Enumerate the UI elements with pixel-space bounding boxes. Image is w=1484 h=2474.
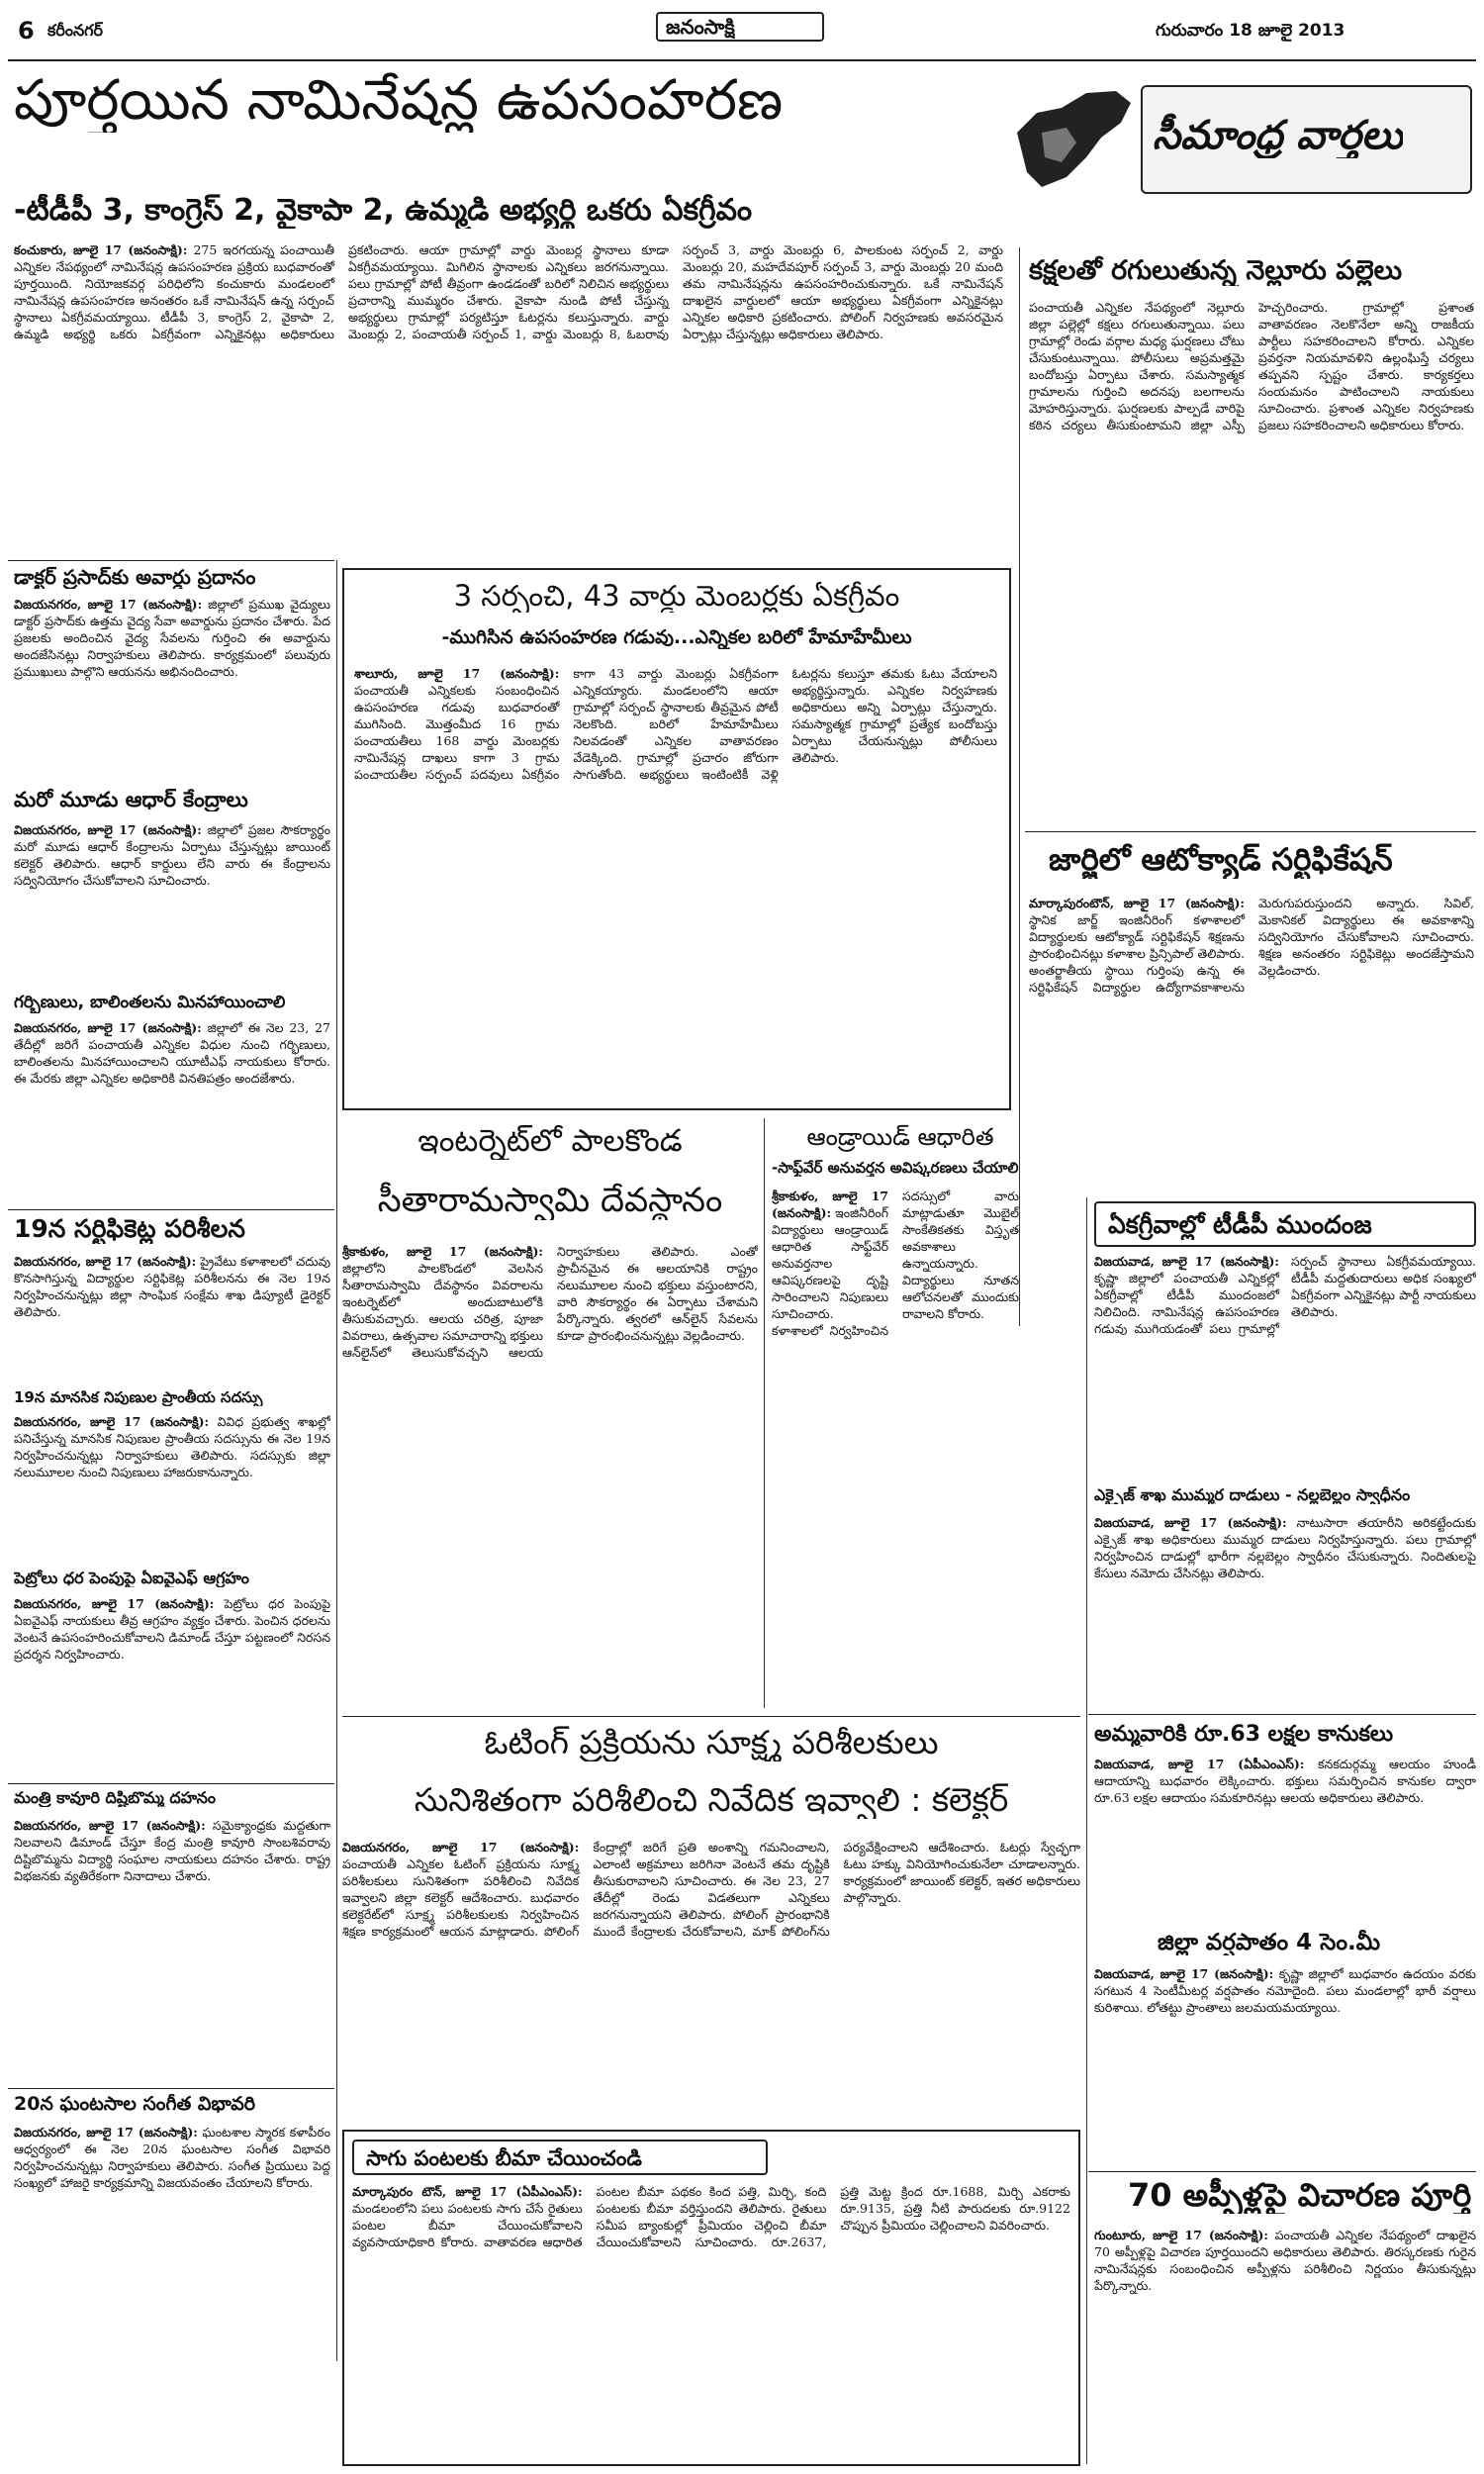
- rain-body: [1094, 1965, 1476, 2163]
- android-subhead: -సాఫ్ట్‌వేర్ అనువర్తన అవిష్కరణలు చేయాలి: [772, 1160, 1019, 1177]
- voting-body: [342, 1839, 1080, 2126]
- android-text: ఇంజినీరింగ్ విద్యార్థులు ఆండ్రాయిడ్ ఆధారిత సాఫ్ట్‌వేర్ అనువర్తనాల ఆవిష్కరణలపై దృష్టి సారించాలని నిపుణులు సూచించారు. కళాశాలలో నిర్వహించిన సదస్సులో వారు మాట్లాడుతూ మొబైల్ సాంకేతికతకు విస్తృత అవకాశాలు ఉన్నాయన్నారు. విద్యార్థులు నూతన ఆలోచనలతో ముందుకు రావాలని కోరారు.: [772, 1189, 1019, 1338]
- george-text: స్థానిక జార్జ్ ఇంజినీరింగ్ కళాశాలలో విద్యార్థులకు ఆటోక్యాడ్ సర్టిఫికేషన్ శిక్షణను ప్రారంభించినట్లు కళాశాల ప్రిన్సిపాల్ తెలిపారు. అంతర్జాతీయ స్థాయి గుర్తింపు ఉన్న ఈ సర్టిఫికేషన్ విద్యార్థుల ఉద్యోగావకాశాలను మెరుగుపరుస్తుందని అన్నారు. సివిల్, మెకానికల్ విద్యార్థులు ఈ అవకాశాన్ని సద్వినియోగం చేసుకోవాలని సూచించారు. శిక్షణ అనంతరం సర్టిఫికెట్లు అందజేస్తామని వెల్లడించారు.: [1029, 896, 1474, 995]
- certificates-dateline: విజయనగరం, జూలై 17 (జనంసాక్షి):: [14, 1254, 197, 1269]
- appeals-body: [1094, 2227, 1476, 2460]
- petrol-body: [14, 1595, 330, 1781]
- rain-text: కృష్ణా జిల్లాలో బుధవారం ఉదయం వరకు సగటున 4 సెంటీమీటర్ల వర్షపాతం నమోదైంది. పలు మండలాల్లో భారీ వర్షాలు కురిశాయి. లోతట్టు ప్రాంతాలు జలమయమయ్యాయి.: [1094, 1966, 1476, 2015]
- pregnant-text: జిల్లాలో ఈ నెల 23, 27 తేదీల్లో జరిగే పంచాయతీ ఎన్నికల విధుల నుంచి గర్భిణులు, బాలింతలను మినహాయించాలని యూటీఎఫ్ నాయకులు కోరారు. ఈ మేరకు జిల్లా ఎన్నికల అధికారికి వినతిపత్రం అందజేశారు.: [14, 1020, 330, 1086]
- voting-headline-2: సునిశితంగా పరిశీలించి నివేదిక ఇవ్వాలి : కలెక్టర్: [414, 1781, 1009, 1819]
- voting-dateline: విజయనగరం, జూలై 17 (జనంసాక్షి):: [342, 1840, 580, 1855]
- excise-body: [1094, 1514, 1476, 1708]
- pregnant-headline: గర్భిణులు, బాలింతలను మినహాయించాలి: [14, 994, 286, 1012]
- column-rule: [1086, 1197, 1087, 2464]
- excise-headline: ఎక్సైజ్ శాఖ ముమ్మర దాడులు - నల్లబెల్లం స్వాధీనం: [1094, 1486, 1411, 1504]
- george-dateline: మార్కాపురంటౌన్, జూలై 17 (జనంసాక్షి):: [1029, 896, 1245, 910]
- voting-text: పంచాయతీ ఎన్నికల ఓటింగ్ ప్రక్రియను సూక్ష్మ పరిశీలకులు సునిశితంగా పరిశీలించి నివేదిక ఇవ్వాలని జిల్లా కలెక్టర్ ఆదేశించారు. బుధవారం కలెక్టరేట్‌లో సూక్ష్మ పరిశీలకులకు నిర్వహించిన శిక్షణ కార్యక్రమంలో ఆయన మాట్లాడారు. పోలింగ్ కేంద్రాల్లో జరిగే ప్రతి అంశాన్ని గమనించాలని, ఎలాంటి అక్రమాలు జరిగినా వెంటనే తమ దృష్టికి తీసుకురావాలని సూచించారు. ఈ నెల 23, 27 తేదీల్లో రెండు విడతలుగా ఎన్నికలు జరగనున్నాయని తెలిపారు. పోలింగ్ ప్రారంభానికి ముందే కేంద్రాలకు చేరుకోవాలని, మాక్ పోలింగ్‌ను పర్యవేక్షించాలని ఆదేశించారు. ఓటర్లు స్వేచ్ఛగా ఓటు హక్కు వినియోగించుకునేలా చూడాలన్నారు. కార్యక్రమంలో జాయింట్ కలెక్టర్, ఇతర అధికారులు పాల్గొన్నారు.: [342, 1840, 1080, 1939]
- unanimous-box: [342, 568, 1011, 1110]
- nellore-text: పంచాయతీ ఎన్నికల నేపథ్యంలో నెల్లూరు జిల్లా పల్లెల్లో కక్షలు రగులుతున్నాయి. పలు గ్రామాల్లో రెండు వర్గాల మధ్య ఘర్షణలు చోటు చేసుకుంటున్నాయి. పోలీసులు అప్రమత్తమై బందోబస్తు ఏర్పాటు చేశారు. సమస్యాత్మక గ్రామాలను గుర్తించి అదనపు బలగాలను మోహరిస్తున్నారు. ఘర్షణలకు పాల్పడే వారిపై కఠిన చర్యలు తీసుకుంటామని జిల్లా ఎస్పీ హెచ్చరించారు. గ్రామాల్లో ప్రశాంత వాతావరణం నెలకొనేలా అన్ని రాజకీయ పార్టీలు సహకరించాలని కోరారు. ఎన్నికల ప్రవర్తనా నియమావళిని ఉల్లంఘిస్తే చర్యలు తప్పవని స్పష్టం చేశారు. కార్యకర్తలు సంయమనం పాటించాలని నాయకులు సూచించారు. ప్రశాంత ఎన్నికల నిర్వహణకు ప్రజలు సహకరించాలని అధికారులు కోరారు.: [1029, 300, 1474, 432]
- aadhaar-headline: మరో మూడు ఆధార్ కేంద్రాలు: [14, 788, 248, 811]
- doctor-text: జిల్లాలో ప్రముఖ వైద్యులు డాక్టర్ ప్రసాద్‌కు ఉత్తమ వైద్య సేవా అవార్డును ప్రదానం చేశారు. పేద ప్రజలకు అందించిన వైద్య సేవలను గుర్తించి ఈ అవార్డును అందజేసినట్లు నిర్వాహకులు తెలిపారు. కార్యక్రమంలో పలువురు ప్రముఖులు పాల్గొని ఆయనను అభినందించారు.: [14, 597, 330, 679]
- insurance-box: [342, 2130, 1080, 2466]
- george-body: [1029, 895, 1474, 1188]
- page-number: 6: [18, 18, 35, 45]
- temple-dateline: శ్రీకాకుళం, జూలై 17 (జనంసాక్షి):: [342, 1244, 543, 1259]
- petrol-headline: పెట్రోలు ధర పెంపుపై ఏఐవైఎఫ్ ఆగ్రహం: [14, 1570, 249, 1587]
- section-rule: [1025, 831, 1476, 832]
- psych-headline: 19న మానసిక నిపుణుల ప్రాంతీయ సదస్సు: [14, 1389, 263, 1406]
- section-rule: [8, 560, 334, 561]
- nellore-body: [1029, 299, 1474, 821]
- masthead-logo: [656, 12, 824, 42]
- george-headline: జార్జిలో ఆటోక్యాడ్ సర్టిఫికేషన్: [1049, 843, 1393, 878]
- tdp-lead-box: [1094, 1201, 1476, 1247]
- effigy-body: [14, 1817, 330, 2084]
- psych-dateline: విజయనగరం, జూలై 17 (జనంసాక్షి):: [14, 1414, 210, 1429]
- section-rule: [8, 2088, 334, 2089]
- petrol-text: పెట్రోలు ధర పెంపుపై ఏఐవైఎఫ్ నాయకులు తీవ్ర ఆగ్రహం వ్యక్తం చేశారు. పెంచిన ధరలను వెంటనే ఉపసంహరించుకోవాలని డిమాండ్ చేస్తూ పట్టణంలో నిరసన ప్రదర్శన నిర్వహించారు.: [14, 1596, 330, 1662]
- banner-title-box: [1141, 85, 1472, 194]
- android-body: [772, 1188, 1019, 1708]
- android-dateline: శ్రీకాకుళం, జూలై 17 (జనంసాక్షి):: [772, 1189, 888, 1220]
- section-name: కరీంనగర్: [47, 22, 104, 40]
- section-rule: [1088, 1714, 1476, 1715]
- issue-date: గురువారం 18 జూలై 2013: [1156, 22, 1345, 41]
- effigy-text: సమైక్యాంధ్రకు మద్దతుగా నిలవాలని డిమాండ్ చేస్తూ కేంద్ర మంత్రి కావూరి సాంబశివరావు దిష్టిబొమ్మను విద్యార్థి సంఘాల నాయకులు దహనం చేశారు. రాష్ట్ర విభజనకు వ్యతిరేకంగా నినాదాలు చేశారు.: [14, 1818, 330, 1883]
- excise-text: నాటుసారా తయారీని అరికట్టేందుకు ఎక్సైజ్ శాఖ అధికారులు ముమ్మర దాడులు నిర్వహిస్తున్నారు. పలు గ్రామాల్లో నిర్వహించిన దాడుల్లో భారీగా నల్లబెల్లం స్వాధీనం చేసుకున్నారు. నిందితులపై కేసులు నమోదు చేసినట్లు తెలిపారు.: [1094, 1515, 1476, 1580]
- appeals-headline: 70 అప్పీళ్లపై విచారణ పూర్తి: [1128, 2177, 1472, 2214]
- tdp-lead-dateline: విజయవాడ, జూలై 17 (జనంసాక్షి):: [1094, 1254, 1279, 1269]
- ghantasala-text: ఘంటశాల స్మారక కళాపీఠం ఆధ్వర్యంలో ఈ నెల 20న ఘంటసాల సంగీత విభావరి నిర్వహించనున్నట్లు నిర్వాహకులు తెలిపారు. సంగీత ప్రియులు పెద్ద సంఖ్యలో హాజరై కార్యక్రమాన్ని విజయవంతం చేయాలని కోరారు.: [14, 2125, 330, 2190]
- petrol-dateline: విజయనగరం, జూలై 17 (జనంసాక్షి):: [14, 1596, 215, 1611]
- insurance-headline-box: [352, 2140, 768, 2175]
- tdp-lead-headline: ఏకగ్రీవాల్లో టీడీపీ ముందంజ: [1108, 1211, 1372, 1239]
- excise-dateline: విజయవాడ, జూలై 17 (జనంసాక్షి):: [1094, 1515, 1287, 1530]
- ammavari-text: కనకదుర్గమ్మ ఆలయం హుండీ ఆదాయాన్ని బుధవారం లెక్కించారు. భక్తులు సమర్పించిన కానుకల ద్వారా రూ.63 లక్షల ఆదాయం సమకూరినట్లు ఆలయ అధికారులు తెలిపారు.: [1094, 1757, 1476, 1805]
- unanimous-headline: 3 సర్పంచి, 43 వార్డు మెంబర్లకు ఏకగ్రీవం: [453, 580, 900, 613]
- pregnant-dateline: విజయనగరం, జూలై 17 (జనంసాక్షి):: [14, 1020, 202, 1035]
- banner-title: సీమాంధ్ర వార్తలు: [1153, 113, 1404, 158]
- effigy-dateline: విజయనగరం, జూలై 17 (జనంసాక్షి):: [14, 1818, 206, 1833]
- column-rule: [764, 1118, 765, 1708]
- unanimous-subhead: -ముగిసిన ఉపసంహరణ గడువు...ఎన్నికల బరిలో హేమాహేమీలు: [441, 627, 912, 648]
- ghantasala-headline: 20న ఘంటసాల సంగీత విభావరి: [14, 2094, 255, 2115]
- temple-headline-1: ఇంటర్నెట్‌లో పాలకొండ: [417, 1124, 683, 1159]
- aadhaar-body: [14, 821, 330, 984]
- insurance-dateline: మార్కాపురం టౌన్, జూలై 17 (ఏపీఎంఎస్):: [352, 2184, 583, 2199]
- lead-text: 275 ఇరగయన్న పంచాయితీ ఎన్నికల నేపథ్యంలో నామినేషన్ల ఉపసంహరణ ప్రక్రియ బుధవారంతో పూర్తయింది. నియోజకవర్గ పరిధిలోని కంచుకారు మండలంలో నామినేషన్ల ఉపసంహరణ అనంతరం ఒకే నామినేషన్ ఉన్న సర్పంచ్ స్థానాలు ఏకగ్రీవమయ్యాయి. టీడీపీ 3, కాంగ్రెస్ 2, వైకాపా 2, ఉమ్మడి అభ్యర్థి ఒకరు ఏకగ్రీవంగా ఎన్నికైనట్లు అధికారులు ప్రకటించారు. ఆయా గ్రామాల్లో వార్డు మెంబర్ల స్థానాలు కూడా ఏకగ్రీవమయ్యాయి. మిగిలిన స్థానాలకు ఎన్నికలు జరగనున్నాయి. పలు గ్రామాల్లో పోటీ తీవ్రంగా ఉండడంతో బరిలో నిలిచిన అభ్యర్థులు ప్రచారాన్ని ముమ్మరం చేశారు. వైకాపా నుండి పోటీ చేస్తున్న అభ్యర్థులు గ్రామాల్లో పర్యటిస్తూ ఓటర్లను కలుస్తున్నారు. వార్డు మెంబర్లు 2, పంచాయతీ సర్పంచ్ 1, వార్డు మెంబర్లు 8, ఓబరావు సర్పంచ్ 3, వార్డు మెంబర్లు 6, పాలకుంట సర్పంచ్ 2, వార్డు మెంబర్లు 20, మహదేవపూర్ సర్పంచ్ 3, వార్డు మెంబర్లు 20 మంది తమ నామినేషన్లను ఉపసంహరించుకున్నారు. ఒకే నామినేషన్ దాఖలైన వార్డులలో ఆయా అభ్యర్థులు ఏకగ్రీవంగా ఎన్నికైనట్లు ఎన్నికల అధికారి ప్రకటించారు. పోలింగ్ నిర్వహణకు అవసరమైన ఏర్పాట్లు చేస్తున్నట్లు అధికారులు తెలిపారు.: [14, 242, 1003, 341]
- column-rule: [336, 560, 337, 2361]
- tdp-lead-body: [1094, 1253, 1476, 1480]
- certificates-headline: 19న సర్టిఫికెట్ల పరిశీలన: [14, 1215, 245, 1243]
- lead-dateline: కంచుకారు, జూలై 17 (జనంసాక్షి):: [14, 242, 188, 257]
- aadhaar-text: జిల్లాలో ప్రజల సౌకర్యార్థం మరో మూడు ఆధార్ కేంద్రాలను ఏర్పాటు చేస్తున్నట్లు జాయింట్ కలెక్టర్ తెలిపారు. ఆధార్ కార్డులు లేని వారు ఈ కేంద్రాలను సద్వినియోగం చేసుకోవాలని సూచించారు.: [14, 822, 330, 888]
- tdp-lead-text: కృష్ణా జిల్లాలో పంచాయతీ ఎన్నికల్లో ఏకగ్రీవాల్లో టీడీపీ ముందంజలో నిలిచింది. నామినేషన్ల ఉపసంహరణ గడువు ముగియడంతో పలు గ్రామాల్లో సర్పంచ్ స్థానాలు ఏకగ్రీవమయ్యాయి. టీడీపీ మద్దతుదారులు అధిక సంఖ్యలో ఏకగ్రీవంగా ఎన్నికైనట్లు పార్టీ నాయకులు తెలిపారు.: [1094, 1254, 1476, 1336]
- unanimous-dateline: శాలూరు, జూలై 17 (జనంసాక్షి):: [354, 666, 560, 681]
- voting-headline-1: ఓటింగ్ ప్రక్రియను సూక్ష్మ పరిశీలకులు: [484, 1724, 939, 1761]
- insurance-headline: సాగు పంటలకు బీమా చేయించండి: [366, 2146, 642, 2170]
- doctor-body: [14, 596, 330, 782]
- ghantasala-body: [14, 2124, 330, 2322]
- lead-body: [14, 241, 1003, 558]
- lead-headline: పూర్తయిన నామినేషన్ల ఉపసంహరణ: [14, 69, 784, 133]
- ghantasala-dateline: విజయనగరం, జూలై 17 (జనంసాక్షి):: [14, 2125, 198, 2140]
- insurance-text: మండలంలోని పలు పంటలకు సాగు చేసే రైతులు పంటల బీమా చేయించుకోవాలని వ్యవసాయాధికారి కోరారు. వాతావరణ ఆధారిత పంటల బీమా పథకం కింద పత్తి, మిర్చి, కంది పంటలకు బీమా వర్తిస్తుందని తెలిపారు. రైతులు సమీప బ్యాంకుల్లో ప్రీమియం చెల్లించి బీమా చేయించుకోవాలని సూచించారు. రూ.2637, ప్రత్తి మెట్ట క్రింద రూ.1688, మిర్చి ఎకరాకు రూ.9135, ప్రత్తి నీటి పారుదలకు రూ.9122 చొప్పున ప్రీమియం చెల్లించాలని వివరించారు.: [352, 2184, 1070, 2249]
- masthead-text: జనంసాక్షి: [666, 16, 735, 39]
- seemandhra-banner: [1007, 75, 1476, 214]
- effigy-headline: మంత్రి కావూరి దిష్టిబొమ్మ దహనం: [14, 1789, 216, 1807]
- rain-dateline: విజయవాడ, జూలై 17 (జనంసాక్షి):: [1094, 1966, 1274, 1981]
- page-header: [8, 6, 1476, 57]
- rain-headline: జిల్లా వర్షపాతం 4 సెం.మీ: [1158, 1930, 1381, 1955]
- nellore-headline: కక్షలతో రగులుతున్న నెల్లూరు పల్లెలు: [1029, 255, 1403, 286]
- section-rule: [8, 1209, 334, 1210]
- header-rule: [8, 59, 1476, 61]
- unanimous-body: [354, 665, 997, 1100]
- aadhaar-dateline: విజయనగరం, జూలై 17 (జనంసాక్షి):: [14, 822, 202, 837]
- doctor-dateline: విజయనగరం, జూలై 17 (జనంసాక్షి):: [14, 597, 203, 612]
- psych-text: వివిధ ప్రభుత్వ శాఖల్లో పనిచేస్తున్న మానసిక నిపుణుల ప్రాంతీయ సదస్సును ఈ నెల 19న నిర్వహించనున్నట్లు నిర్వాహకులు తెలిపారు. సదస్సుకు జిల్లా నలుమూలల నుంచి నిపుణులు హాజరుకానున్నారు.: [14, 1414, 330, 1479]
- pregnant-body: [14, 1019, 330, 1205]
- section-rule: [1088, 2171, 1476, 2172]
- appeals-dateline: గుంటూరు, జూలై 17 (జనంసాక్షి):: [1094, 2228, 1268, 2242]
- psych-body: [14, 1413, 330, 1562]
- insurance-body: [352, 2183, 1070, 2460]
- section-rule: [342, 1716, 1080, 1717]
- certificates-text: ప్రైవేటు కళాశాలలో చదువు కొనసాగిస్తున్న విద్యార్థుల సర్టిఫికెట్ల పరిశీలనను ఈ నెల 19న నిర్వహించనున్నట్లు జిల్లా సాంఘిక సంక్షేమ శాఖ డిప్యూటీ డైరెక్టర్ తెలిపారు.: [14, 1254, 330, 1319]
- ammavari-dateline: విజయవాడ, జూలై 17 (ఏపీఎంఎస్):: [1094, 1757, 1305, 1771]
- temple-body: [342, 1243, 758, 1708]
- doctor-headline: డాక్టర్ ప్రసాద్‌కు అవార్డు ప్రదానం: [14, 566, 256, 589]
- temple-headline-2: సీతారామస్వామి దేవస్థానం: [377, 1182, 723, 1220]
- temple-text: జిల్లాలోని పాలకొండలో వెలసిన సీతారామస్వామి దేవస్థానం వివరాలను ఇంటర్నెట్‌లో అందుబాటులోకి తీసుకువచ్చారు. ఆలయ చరిత్ర, పూజా వివరాలు, ఉత్సవాల సమాచారాన్ని భక్తులు ఆన్‌లైన్‌లో తెలుసుకోవచ్చని ఆలయ నిర్వాహకులు తెలిపారు. ఎంతో ప్రాచీనమైన ఈ ఆలయానికి రాష్ట్రం నలుమూలల నుంచి భక్తులు వస్తుంటారని, వారి సౌకర్యార్థం ఈ ఏర్పాటు చేశామని పేర్కొన్నారు. త్వరలో ఆన్‌లైన్ సేవలను కూడా ప్రారంభించనున్నట్లు వెల్లడించారు.: [342, 1244, 758, 1360]
- android-headline: ఆండ్రాయిడ్ ఆధారిత: [806, 1124, 994, 1151]
- section-rule: [8, 1783, 334, 1784]
- certificates-body: [14, 1253, 330, 1381]
- lead-subhead: -టీడీపీ 3, కాంగ్రెస్ 2, వైకాపా 2, ఉమ్మడి అభ్యర్థి ఒకరు ఏకగ్రీవం: [14, 194, 753, 228]
- ammavari-body: [1094, 1756, 1476, 1930]
- appeals-text: పంచాయతీ ఎన్నికల నేపథ్యంలో దాఖలైన 70 అప్పీళ్లపై విచారణ పూర్తయిందని అధికారులు తెలిపారు. తిరస్కరణకు గురైన నామినేషన్లకు సంబంధించిన అప్పీళ్లను పరిశీలించి నిర్ణయం తీసుకున్నట్లు పేర్కొన్నారు.: [1094, 2228, 1476, 2293]
- unanimous-text: పంచాయతీ ఎన్నికలకు సంబంధించిన ఉపసంహరణ గడువు బుధవారంతో ముగిసింది. మొత్తంమీద 16 గ్రామ పంచాయతీలు 168 వార్డు మెంబర్లకు నామినేషన్ల దాఖలు కాగా 3 గ్రామ పంచాయతీల సర్పంచ్ పదవులు ఏకగ్రీవం కాగా 43 వార్డు మెంబర్లు ఏకగ్రీవంగా ఎన్నికయ్యారు. మండలంలోని ఆయా గ్రామాల్లో సర్పంచ్ స్థానాలకు తీవ్రమైన పోటీ నెలకొంది. బరిలో హేమాహేమీలు నిలవడంతో ఎన్నికల వాతావరణం వేడెక్కింది. గ్రామాల్లో ప్రచారం జోరుగా సాగుతోంది. అభ్యర్థులు ఇంటింటికీ వెళ్లి ఓటర్లను కలుస్తూ తమకు ఓటు వేయాలని అభ్యర్థిస్తున్నారు. ఎన్నికల నిర్వహణకు అధికారులు అన్ని ఏర్పాట్లు చేస్తున్నారు. సమస్యాత్మక గ్రామాల్లో ప్రత్యేక బందోబస్తు ఏర్పాటు చేయనున్నట్లు పోలీసులు తెలిపారు.: [354, 666, 997, 782]
- andhra-map-icon: [1007, 83, 1136, 192]
- ammavari-headline: అమ్మవారికి రూ.63 లక్షల కానుకలు: [1094, 1722, 1394, 1747]
